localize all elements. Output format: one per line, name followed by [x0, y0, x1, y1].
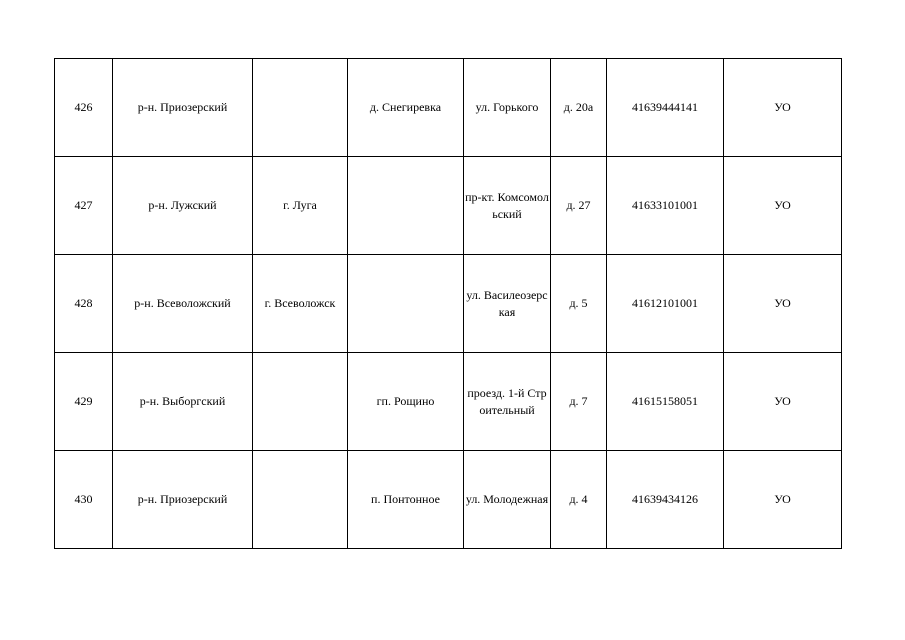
- cell-number: 427: [55, 157, 113, 255]
- cell-city: [253, 59, 348, 157]
- cell-type: УО: [724, 451, 842, 549]
- cell-okato: 41639434126: [607, 451, 724, 549]
- cell-number: 430: [55, 451, 113, 549]
- cell-settlement: п. Понтонное: [348, 451, 464, 549]
- cell-type: УО: [724, 59, 842, 157]
- cell-district: р-н. Всеволожский: [113, 255, 253, 353]
- cell-settlement: д. Снегиревка: [348, 59, 464, 157]
- cell-type: УО: [724, 353, 842, 451]
- cell-street: ул. Горького: [464, 59, 551, 157]
- cell-city: [253, 451, 348, 549]
- cell-house: д. 27: [551, 157, 607, 255]
- cell-number: 426: [55, 59, 113, 157]
- cell-house: д. 5: [551, 255, 607, 353]
- table-row: [55, 157, 842, 255]
- cell-street: пр-кт. Комсомольский: [464, 157, 551, 255]
- cell-house: д. 7: [551, 353, 607, 451]
- cell-type: УО: [724, 255, 842, 353]
- cell-okato: 41633101001: [607, 157, 724, 255]
- cell-city: г. Всеволожск: [253, 255, 348, 353]
- table-row: [55, 451, 842, 549]
- cell-street: ул. Василеозерская: [464, 255, 551, 353]
- cell-settlement: [348, 255, 464, 353]
- cell-district: р-н. Приозерский: [113, 451, 253, 549]
- table-row: [55, 353, 842, 451]
- cell-city: [253, 353, 348, 451]
- address-registry-table: [54, 58, 842, 549]
- cell-number: 428: [55, 255, 113, 353]
- cell-district: р-н. Выборгский: [113, 353, 253, 451]
- cell-number: 429: [55, 353, 113, 451]
- cell-district: р-н. Приозерский: [113, 59, 253, 157]
- cell-house: д. 20а: [551, 59, 607, 157]
- cell-district: р-н. Лужский: [113, 157, 253, 255]
- cell-okato: 41639444141: [607, 59, 724, 157]
- table-row: [55, 255, 842, 353]
- cell-type: УО: [724, 157, 842, 255]
- cell-house: д. 4: [551, 451, 607, 549]
- cell-settlement: гп. Рощино: [348, 353, 464, 451]
- cell-okato: 41615158051: [607, 353, 724, 451]
- cell-city: г. Луга: [253, 157, 348, 255]
- table-row: [55, 59, 842, 157]
- table-body: [55, 59, 842, 549]
- cell-okato: 41612101001: [607, 255, 724, 353]
- cell-settlement: [348, 157, 464, 255]
- cell-street: проезд. 1-й Строительный: [464, 353, 551, 451]
- cell-street: ул. Молодежная: [464, 451, 551, 549]
